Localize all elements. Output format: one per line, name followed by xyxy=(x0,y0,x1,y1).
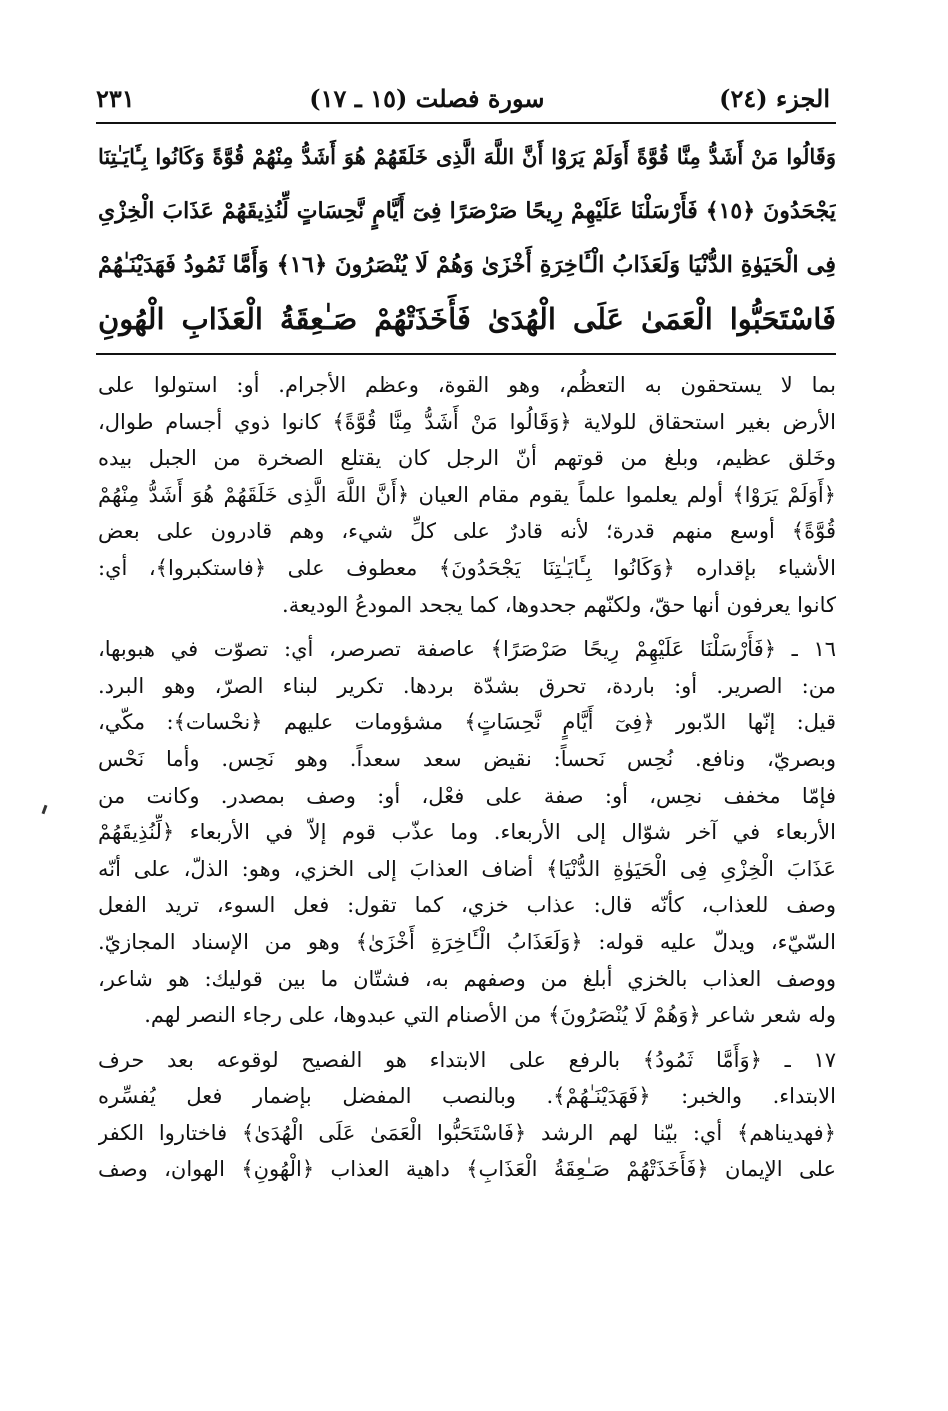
text-line: الأشياء بإقداره ﴿وَكَانُوا بِـَٔايَـٰتِنَا يَجْحَدُونَ﴾ معطوف على ﴿فاستكبروا﴾، أي: xyxy=(98,555,836,580)
text-line: ١٧ ـ ﴿وَأَمَّا ثَمُودُ﴾ بالرفع على الابتداء هو الفصيح لوقوعه بعد حرف xyxy=(98,1047,836,1072)
text-line: فإمّا مخفف نحِس، أو: صفة على فعْل، أو: وصف بمصدر. وكانت من xyxy=(98,783,836,808)
quran-line: وَقَالُوا مَنْ أَشَدُّ مِنَّا قُوَّةً أَوَلَمْ يَرَوْا أَنَّ اللَّهَ الَّذِى خَلَقَهُمْ هُوَ أَشَدُّ مِنْهُمْ قُوَّةً وَكَانُوا بِـَٔايَـٰتِنَا xyxy=(98,144,836,169)
commentary-paragraph-16 xyxy=(98,631,836,1034)
text-line: ﴿أَوَلَمْ يَرَوْا﴾ أولم يعلموا علماً يقوم مقام العيان ﴿أَنَّ اللَّهَ الَّذِى خَلَقَهُمْ هُوَ أَشَدُّ مِنْهُمْ xyxy=(98,482,836,507)
commentary-paragraph-17 xyxy=(98,1042,836,1188)
text-line: الأرض بغير استحقاق للولاية ﴿وَقَالُوا مَنْ أَشَدُّ مِنَّا قُوَّةً﴾ كانوا ذوي أجسام طوال، xyxy=(98,409,836,434)
quran-verses xyxy=(98,130,836,348)
margin-mark xyxy=(42,805,48,814)
quran-line: فَاسْتَحَبُّوا الْعَمَىٰ عَلَى الْهُدَىٰ فَأَخَذَتْهُمْ صَـٰعِقَةُ الْعَذَابِ الْهُونِ xyxy=(98,302,836,336)
text-line: ١٦ ـ ﴿فَأَرْسَلْنَا عَلَيْهِمْ رِيحًا صَرْصَرًا﴾ عاصفة تصرصر، أي: تصوّت في هبوبها، xyxy=(98,637,836,662)
text-line: وصف للعذاب، كأنّه قال: عذاب خزي، كما تقول: فعل السوء، تريد الفعل xyxy=(98,893,836,918)
commentary-paragraph xyxy=(98,367,836,623)
text-line: عَذَابَ الْخِزْىِ فِى الْحَيَوٰةِ الدُّنْيَا﴾ أضاف العذابَ إلى الخزي، وهو: الذلّ، على أنّه xyxy=(98,856,836,881)
text-line: كانوا يعرفون أنها حقّ، ولكنّهم جحدوها، كما يجحد المودعُ الوديعة. xyxy=(282,592,836,617)
text-line: قُوَّةً﴾ أوسع منهم قدرة؛ لأنه قادرٌ على كلِّ شيء، وهم قادرون على بعض xyxy=(98,519,836,544)
juz-label: الجزء (٢٤) xyxy=(719,83,830,113)
commentary-text xyxy=(98,367,836,1188)
text-line: الابتداء. والخبر: ﴿فَهَدَيْنَـٰهُمْ﴾. وبالنصب المفضل بإضمار فعل يُفسِّره xyxy=(98,1084,836,1109)
text-line: من: الصرير. أو: باردة، تحرق بشدّة بردها. تكرير لبناء الصرّ، وهو البرد. xyxy=(98,673,836,698)
text-line: وله شعر شاعر ﴿وَهُمْ لَا يُنْصَرُونَ﴾ من الأصنام التي عبدوها، على رجاء النصر لهم. xyxy=(144,1003,836,1028)
text-line: بما لا يستحقون به التعظُم، وهو القوة، وعظم الأجرام. أو: استولوا على xyxy=(98,373,836,397)
text-line: قيل: إنّها الدّبور ﴿فِىٓ أَيَّامٍ نَّحِسَاتٍ﴾ مشؤومات عليهم ﴿نحْسات﴾: مكّي، xyxy=(98,710,836,735)
text-line: ﴿فهديناهم﴾ أي: بيّنا لهم الرشد ﴿فَاسْتَحَبُّوا الْعَمَىٰ عَلَى الْهُدَىٰ﴾ فاختاروا الكفر xyxy=(98,1120,836,1145)
quran-line: يَجْحَدُونَ ﴿١٥﴾ فَأَرْسَلْنَا عَلَيْهِمْ رِيحًا صَرْصَرًا فِىٓ أَيَّامٍ نَّحِسَاتٍ لِّنُذِيقَهُمْ عَذَابَ الْخِزْىِ xyxy=(98,198,836,224)
text-line: الأربعاء في آخر شوّال إلى الأربعاء. وما عذّب قوم إلاّ في الأربعاء ﴿لِّنُذِيقَهُمْ xyxy=(98,820,836,845)
text-line: وخَلق عظيم، وبلغ من قوتهم أنّ الرجل كان يقتلع الصخرة من الجبل بيده xyxy=(98,446,836,471)
surah-title: سورة فصلت (١٥ ـ ١٧) xyxy=(309,83,545,113)
quran-line: فِى الْحَيَوٰةِ الدُّنْيَا وَلَعَذَابُ الْـَٔاخِرَةِ أَخْزَىٰ وَهُمْ لَا يُنْصَرُونَ ﴿١٦﴾ وَأَمَّا ثَمُودُ فَهَدَيْنَـٰهُمْ xyxy=(98,252,836,278)
text-line: على الإيمان ﴿فَأَخَذَتْهُمْ صَـٰعِقَةُ الْعَذَابِ﴾ داهية العذاب ﴿الْهُونِ﴾ الهوان، وصف xyxy=(98,1157,836,1182)
text-line: السّيّء، ويدلّ عليه قوله: ﴿وَلَعَذَابُ الْـَٔاخِرَةِ أَخْزَىٰ﴾ وهو من الإسناد المجازيّ. xyxy=(98,929,836,954)
page-number: ٢٣١ xyxy=(96,83,135,113)
text-line: ووصف العذاب بالخزي أبلغ من وصفهم به، فشتّان ما بين قوليك: هو شاعر، xyxy=(98,966,836,991)
header-rule xyxy=(96,122,836,124)
running-head xyxy=(96,80,830,116)
text-line: وبصريّ، ونافع. نُحِس نَحساً: نقيض سعد سعداً. وهو نَحِس. وأما نَحْس xyxy=(98,746,836,771)
verses-divider xyxy=(96,353,836,355)
